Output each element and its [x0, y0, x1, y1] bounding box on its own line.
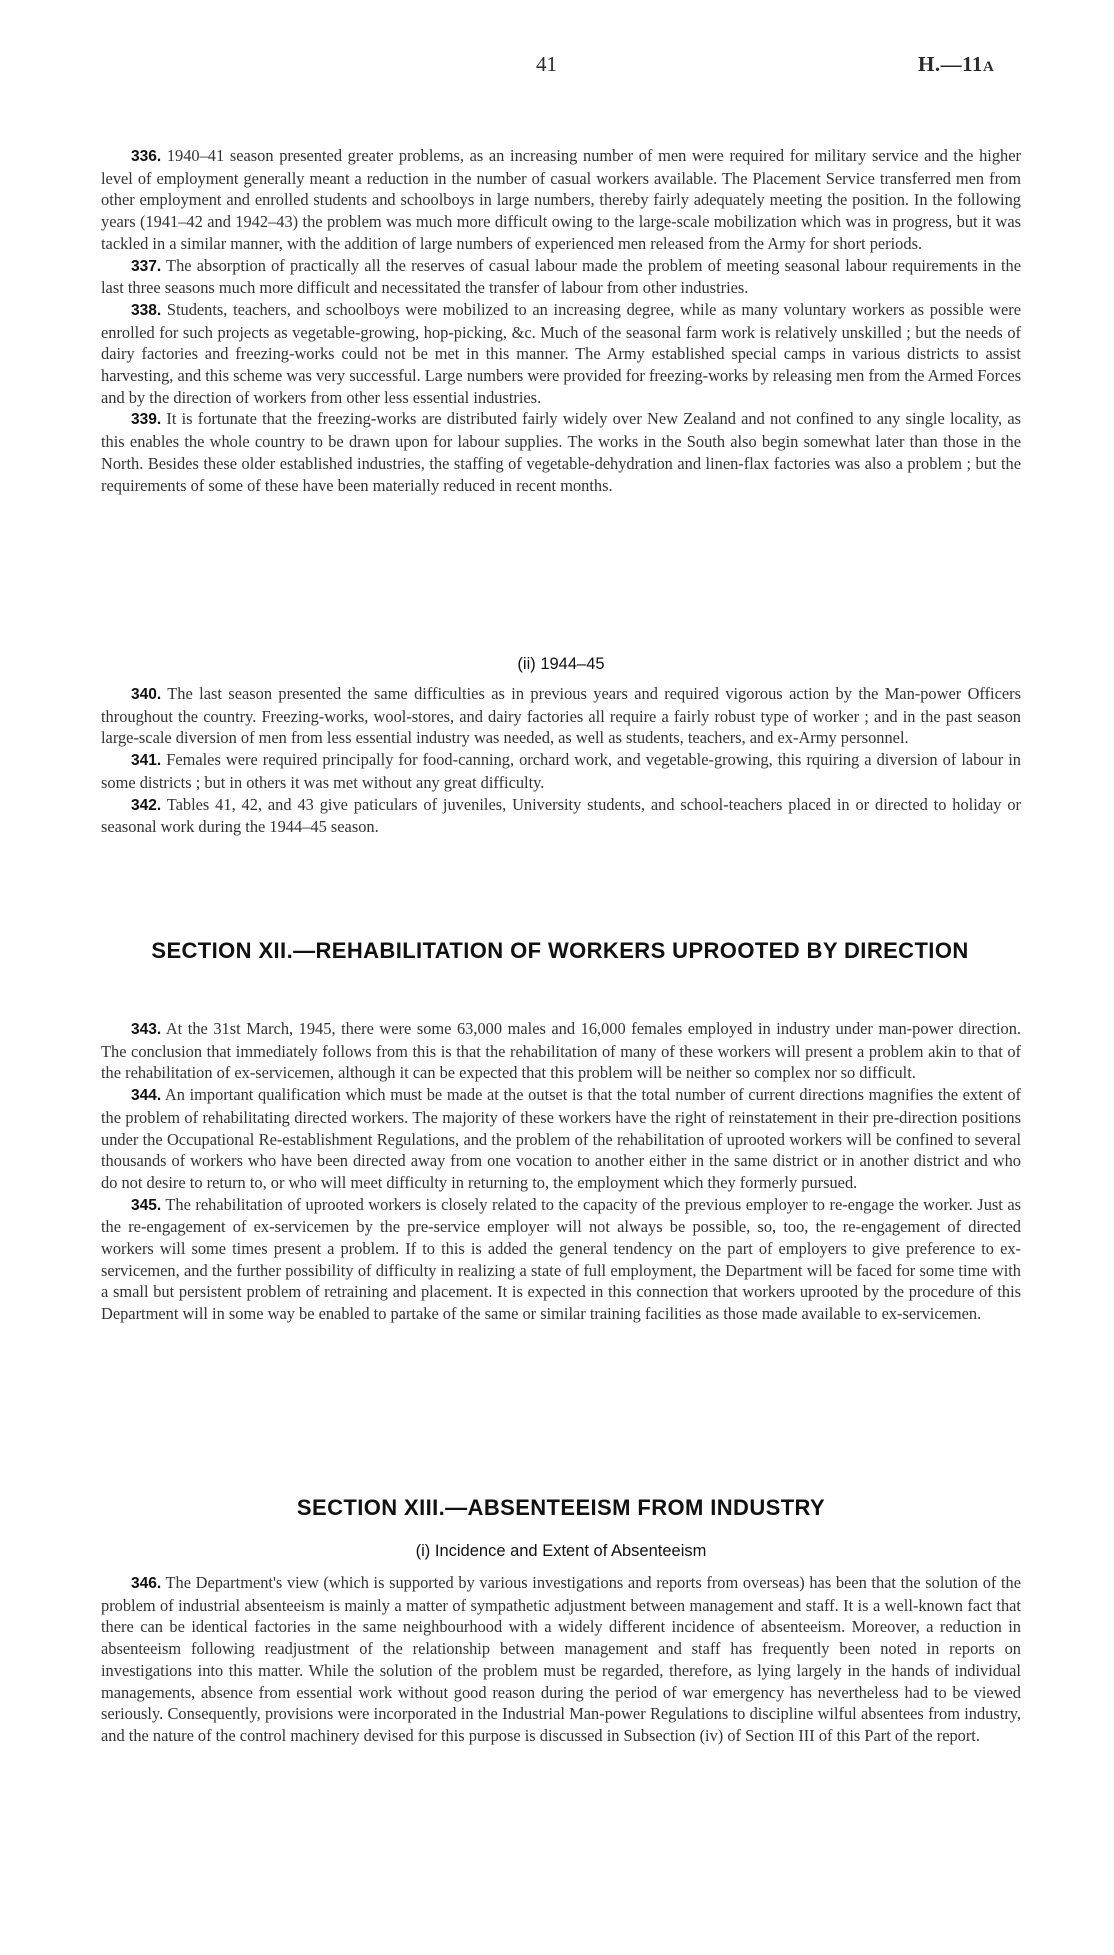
paragraph-text: The last season presented the same difficulties as in previous years and required vigorous action by the Man-power Officers throughout the country. Freezing-works, wool-stores, and dairy factories all require a fairly robust type of worker ; and in the past season large-scale diversion of men from less essential industry was needed, as well as students, teachers, and ex-Army personnel. [101, 684, 1021, 748]
paragraph-344 [101, 1084, 1021, 1194]
paragraph-345 [101, 1194, 1021, 1325]
paragraph-336 [101, 145, 1021, 255]
paragraph-text: An important qualification which must be made at the outset is that the total number of current directions magnifies the extent of the problem of rehabilitating directed workers. The majority of these workers have the right of reinstatement in their pre-direction positions under the Occupational Re-establishment Regulations, and the problem of the rehabilitation of uprooted workers will be confined to several thousands of workers who have been directed away from one vocation to another either in the same district or in another district and who do not desire to return to, or who will meet difficulty in returning to, the employment which they formerly pursued. [101, 1085, 1021, 1192]
paragraph-text: The Department's view (which is supported by various investigations and reports from overseas) has been that the solution of the problem of industrial absenteeism is mainly a matter of sympathetic adjustment between management and staff. It is a well-known fact that there can be identical factories in the same neighbourhood with a widely different incidence of absenteeism. Moreover, a reduction in absenteeism following readjustment of the relationship between management and staff has frequently been noted in reports on investigations into this matter. While the solution of the problem must be regarded, therefore, as lying largely in the hands of individual managements, absence from essential work without good reason during the period of war emergency has nevertheless had to be viewed seriously. Consequently, provisions were incorporated in the Industrial Man-power Regulations to discipline wilful absentees from industry, and the nature of the control machinery devised for this purpose is discussed in Subsection (iv) of Section III of this Part of the report. [101, 1573, 1021, 1745]
paragraphs-340-342 [101, 683, 1021, 838]
section-xiii-heading-block [101, 1494, 1021, 1522]
page-header [0, 52, 1114, 82]
paragraph-346-block [101, 1572, 1021, 1747]
paragraph-number: 339. [131, 411, 162, 429]
paragraph-number: 345. [131, 1196, 162, 1214]
paragraph-number: 342. [131, 796, 162, 814]
paragraph-number: 340. [131, 686, 162, 703]
paragraph-number: 346. [131, 1575, 162, 1592]
paragraph-337 [101, 255, 1021, 299]
paragraph-number: 344. [131, 1087, 162, 1105]
page-number: 41 [536, 52, 557, 76]
paragraph-text: At the 31st March, 1945, there were some 63,000 males and 16,000 females employed in industry under man-power direction. The conclusion that immediately follows from this is that the rehabilitation of many of these workers will present a problem akin to that of the rehabilitation of ex-servicemen, although it can be expected that this problem will be neither so complex nor so difficult. [101, 1019, 1021, 1083]
paragraph-number: 338. [131, 301, 162, 319]
doc-ref-suffix: A [982, 59, 995, 75]
paragraph-text: It is fortunate that the freezing-works are distributed fairly widely over New Zealand and not confined to any single locality, as this enables the whole country to be drawn upon for labour supplies. The works in the South also begin somewhat later than those in the North. Besides these older established industries, the staffing of vegetable-dehydration and linen-flax factories was also a problem ; but the requirements of some of these have been materially reduced in recent months. [101, 409, 1021, 495]
paragraph-346 [101, 1572, 1021, 1747]
paragraph-text: The absorption of practically all the reserves of casual labour made the problem of meeting seasonal labour requirements in the last three seasons much more difficult and necessitated the transfer of labour from other industries. [101, 255, 1021, 298]
paragraph-text: Students, teachers, and schoolboys were mobilized to an increasing degree, while as many voluntary workers as possible were enrolled for such projects as vegetable-growing, hop-picking, &c. Much of the seasonal farm work is relatively unskilled ; but the needs of dairy factories and freezing-works could not be met in this manner. The Army established special camps in various districts to assist harvesting, and this scheme was very successful. Large numbers were provided for freezing-works by releasing men from the Armed Forces and by the direction of workers from other less essential industries. [101, 299, 1021, 407]
paragraph-text: Females were required principally for food-canning, orchard work, and vegetable-growing, this rquiring a diversion of labour in some districts ; but in others it was met without any great difficulty. [101, 750, 1021, 792]
section-xii-title: SECTION XII.—REHABILITATION OF WORKERS UPROOTED BY DIRECTION [151, 938, 969, 963]
paragraph-text: Tables 41, 42, and 43 give paticulars of juveniles, University students, and school-teachers placed in or directed to holiday or seasonal work during the 1944–45 season. [101, 794, 1021, 837]
doc-ref-main: H.—11 [918, 52, 983, 76]
document-reference [918, 52, 994, 77]
section-xiii-title: SECTION XIII.—ABSENTEEISM FROM INDUSTRY [296, 1495, 826, 1520]
paragraph-number: 341. [131, 752, 162, 770]
subheading-incidence-block [101, 1542, 1021, 1561]
paragraphs-343-345 [101, 1018, 1021, 1325]
subheading-incidence: (i) Incidence and Extent of Absenteeism [415, 1542, 707, 1560]
paragraph-number: 337. [131, 257, 162, 275]
section-xii-heading-block [150, 937, 970, 965]
paragraphs-336-339 [101, 145, 1021, 496]
paragraph-341 [101, 749, 1021, 793]
paragraph-text: The rehabilitation of uprooted workers is closely related to the capacity of the previous employer to re-engage the worker. Just as the re-engagement of ex-servicemen by the pre-service employer will not always be possible, so, too, the re-engagement of directed workers will some times present a problem. If to this is added the general tendency on the part of employers to give preference to ex-servicemen, and the further possibility of difficulty in realizing a state of full employment, the Department will be faced for some time with a small but persistent problem of retraining and placement. It is expected in this connection that workers uprooted by the procedure of this Department will in some way be enabled to partake of the same or similar training facilities as those made available to ex-servicemen. [101, 1194, 1021, 1324]
paragraph-text: 1940–41 season presented greater problems, as an increasing number of men were required for military service and the higher level of employment generally meant a reduction in the number of casual workers available. The Placement Service transferred men from other employment and enrolled students and schoolboys in large numbers, thereby fairly adequately meeting the position. In the following years (1941–42 and 1942–43) the problem was much more difficult owing to the large-scale mobilization which was in progress, but it was tackled in a similar manner, with the addition of large numbers of experienced men released from the Army for short periods. [101, 146, 1021, 253]
paragraph-number: 343. [131, 1021, 162, 1038]
paragraph-342 [101, 794, 1021, 838]
paragraph-number: 336. [131, 148, 162, 165]
subheading-1944-45-block [101, 655, 1021, 674]
paragraph-340 [101, 683, 1021, 749]
paragraph-343 [101, 1018, 1021, 1084]
paragraph-339 [101, 408, 1021, 496]
paragraph-338 [101, 299, 1021, 409]
subheading-1944-45: (ii) 1944–45 [517, 655, 605, 673]
